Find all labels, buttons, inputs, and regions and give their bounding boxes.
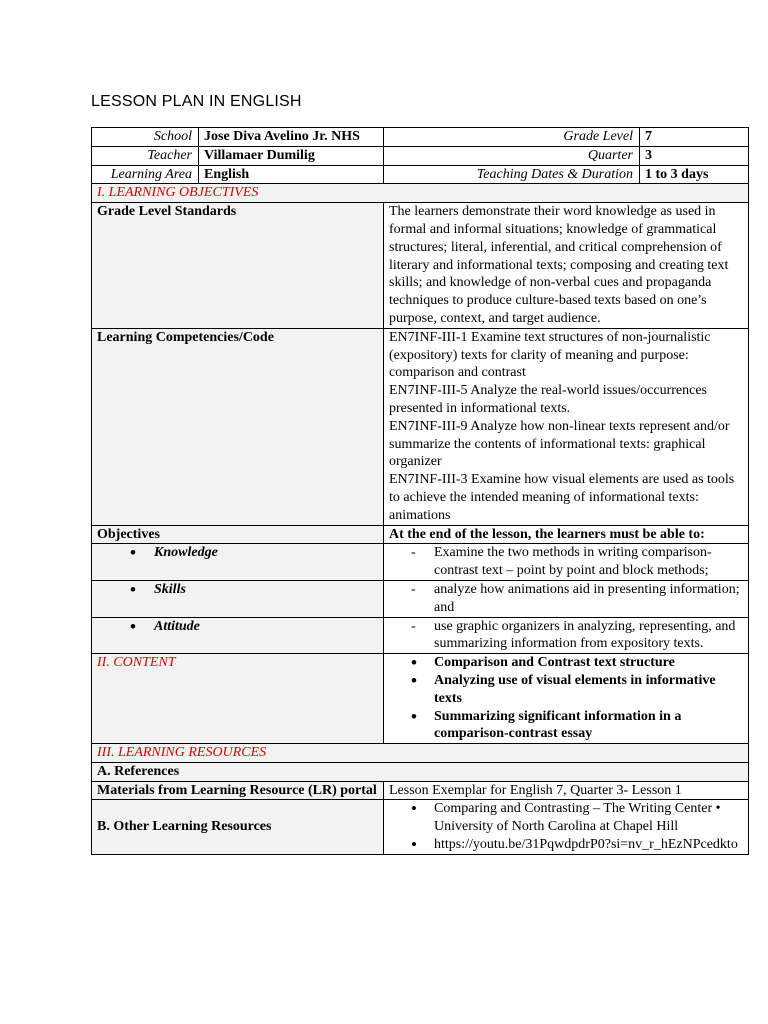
skills-cell-text: [384, 580, 749, 617]
school-value: Jose Diva Avelino Jr. NHS: [199, 128, 384, 147]
attitude-text: - use graphic organizers in analyzing, representing, and summarizing information from expository texts.: [389, 618, 743, 654]
skills-cell: [92, 580, 384, 617]
bullet-icon: •: [130, 543, 136, 563]
grade-level-label: Grade Level: [384, 128, 640, 147]
knowledge-row: [92, 544, 749, 581]
attitude-cell-text: [384, 617, 749, 654]
page-title: LESSON PLAN IN ENGLISH: [91, 93, 302, 110]
header-row-teacher: [92, 146, 749, 165]
skills-label: Skills: [154, 581, 186, 597]
skills-row: [92, 580, 749, 617]
section-resources-row: [92, 744, 749, 763]
teacher-label: Teacher: [92, 146, 199, 165]
content-item: • Summarizing significant information in a comparison-contrast essay: [389, 708, 743, 744]
other-resources-list-cell: [384, 800, 749, 854]
lesson-plan-table: [91, 127, 749, 855]
bullet-icon: •: [130, 579, 136, 599]
competency-item: EN7INF-III-5 Analyze the real-world issues/occurrences presented in informational texts.: [389, 383, 707, 416]
objectives-label: Objectives: [92, 525, 384, 544]
bullet-icon: •: [130, 616, 136, 636]
competency-item: EN7INF-III-1 Examine text structures of non-journalistic (expository) texts for clarity of meaning and purpose: comparison and contrast: [389, 329, 711, 381]
competencies-row: [92, 328, 749, 525]
content-heading: II. CONTENT: [92, 654, 384, 744]
quarter-value: 3: [640, 146, 749, 165]
learning-objectives-heading: I. LEARNING OBJECTIVES: [92, 184, 749, 203]
content-list-cell: [384, 654, 749, 744]
attitude-row: [92, 617, 749, 654]
competency-item: EN7INF-III-9 Analyze how non-linear texts represent and/or summarize the contents of informational texts: graphical organizer: [389, 418, 730, 470]
attitude-cell: [92, 617, 384, 654]
knowledge-label: Knowledge: [154, 545, 218, 561]
quarter-label: Quarter: [384, 146, 640, 165]
materials-label: Materials from Learning Resource (LR) portal: [92, 781, 384, 800]
materials-row: [92, 781, 749, 800]
learning-resources-heading: III. LEARNING RESOURCES: [92, 744, 749, 763]
section-objectives-row: [92, 184, 749, 203]
content-item: • Analyzing use of visual elements in informative texts: [389, 672, 743, 708]
learning-area-label: Learning Area: [92, 165, 199, 184]
knowledge-cell-text: [384, 544, 749, 581]
header-row-school: [92, 128, 749, 147]
content-item: • Comparison and Contrast text structure: [389, 654, 743, 672]
other-resource-item: • Comparing and Contrasting – The Writing Center • University of North Carolina at Chapel Hill: [389, 800, 743, 836]
attitude-label: Attitude: [154, 618, 200, 634]
grade-level-value: 7: [640, 128, 749, 147]
knowledge-cell: [92, 544, 384, 581]
other-resources-row: [92, 800, 749, 854]
school-label: School: [92, 128, 199, 147]
competencies-label: Learning Competencies/Code: [92, 328, 384, 525]
other-resources-label: B. Other Learning Resources: [92, 800, 384, 854]
content-row: [92, 654, 749, 744]
materials-value: Lesson Exemplar for English 7, Quarter 3- Lesson 1: [384, 781, 749, 800]
teacher-value: Villamaer Dumilig: [199, 146, 384, 165]
header-row-area: [92, 165, 749, 184]
teaching-dates-value: 1 to 3 days: [640, 165, 749, 184]
references-label: A. References: [92, 762, 749, 781]
knowledge-text: - Examine the two methods in writing comparison-contrast text – point by point and block methods;: [389, 544, 743, 580]
standards-text: The learners demonstrate their word knowledge as used in formal and informal situations; knowledge of grammatical structures; literal, inferential, and critical comprehension of literary and informational texts; composing and creating text skills; and knowledge of non-verbal cues and propaganda techniques to produce culture-based texts based on one’s purpose, context, and target audience.: [384, 203, 749, 329]
references-row: [92, 762, 749, 781]
standards-label: Grade Level Standards: [92, 203, 384, 329]
teaching-dates-label: Teaching Dates & Duration: [384, 165, 640, 184]
objectives-intro: At the end of the lesson, the learners must be able to:: [384, 525, 749, 544]
objectives-row: [92, 525, 749, 544]
learning-area-value: English: [199, 165, 384, 184]
other-resource-link[interactable]: • https://youtu.be/31PqwdpdrP0?si=nv_r_hEzNPcedkto: [389, 836, 743, 854]
competencies-list: [384, 328, 749, 525]
skills-text: - analyze how animations aid in presenting information; and: [389, 581, 743, 617]
competency-item: EN7INF-III-3 Examine how visual elements are used as tools to achieve the intended meaning of informational texts: animations: [389, 472, 735, 523]
standards-row: [92, 203, 749, 329]
